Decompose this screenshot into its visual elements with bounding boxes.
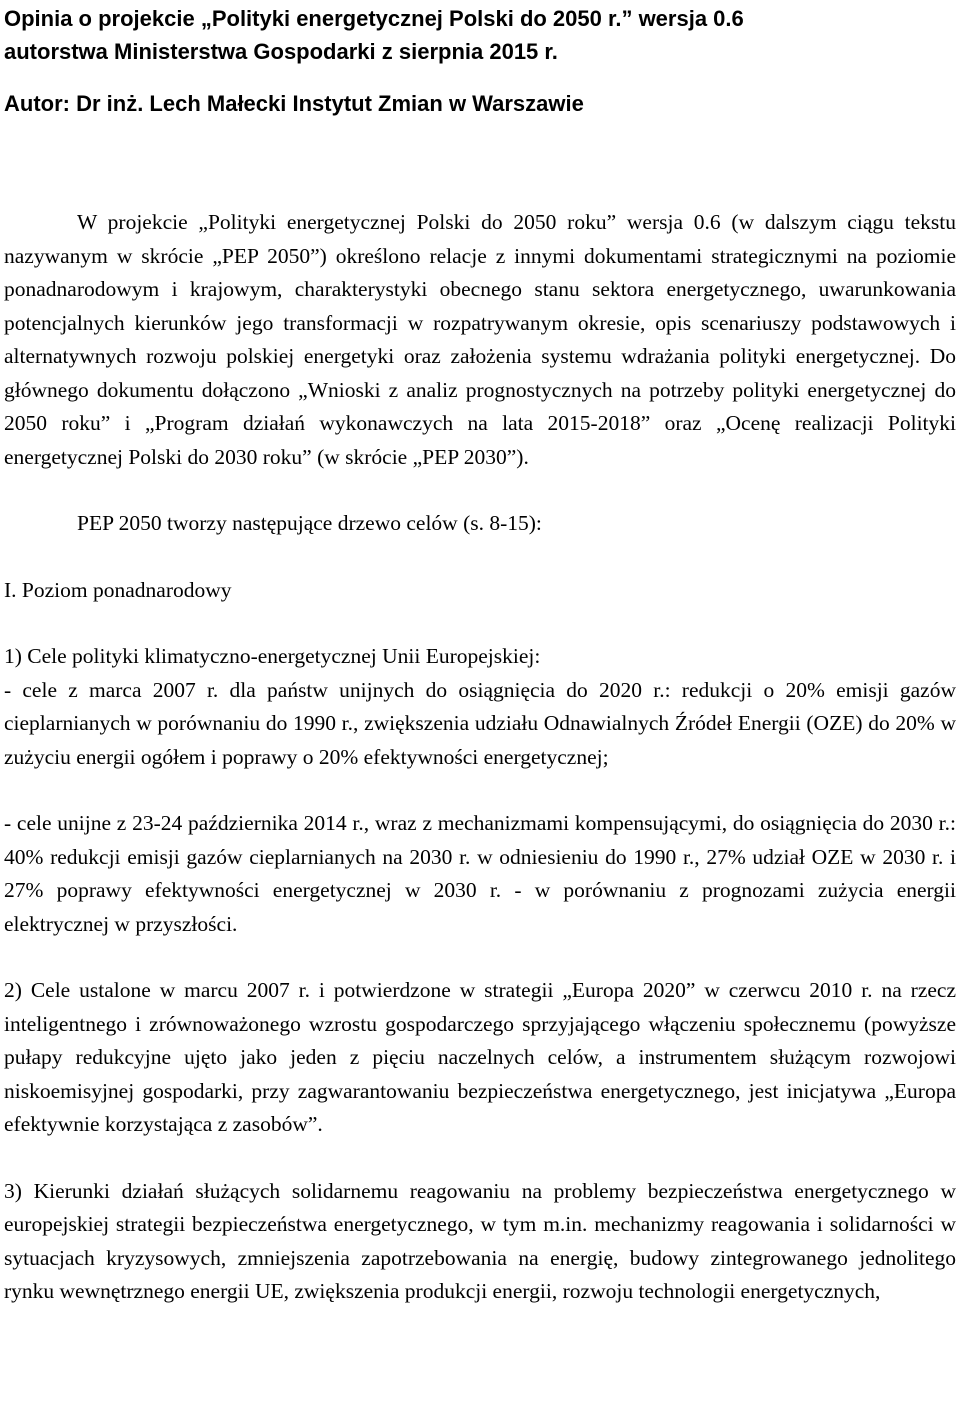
- item-1-heading: 1) Cele polityki klimatyczno-energetycznej Unii Europejskiej:: [4, 644, 541, 668]
- item-2-paragraph: 2) Cele ustalone w marcu 2007 r. i potwierdzone w strategii „Europa 2020” w czerwcu 2010 r. na rzecz inteligentnego i zrównoważonego wzrostu gospodarczego sprzyjającego włączeniu społecznemu (powyższe pułapy redukcyjne ujęto jako jeden z pięciu naczelnych celów, a instrumentem służącym rozwojowi niskoemisyjnej gospodarki, przy zagwarantowaniu bezpieczeństwa energetycznego, jest inicjatywa „Europa efektywnie korzystająca z zasobów”.: [4, 978, 956, 1136]
- item-1-paragraph-a: - cele z marca 2007 r. dla państw unijnych do osiągnięcia do 2020 r.: redukcji o 20% emisji gazów cieplarnianych w porównaniu do 1990 r., zwiększenia udziału Odnawialnych Źródeł Energii (OZE) do 20% w zużyciu energii ogółem i poprawy o 20% efektywności energetycznej;: [4, 677, 956, 769]
- item-1-paragraph-b: - cele unijne z 23-24 października 2014 r., wraz z mechanizmami kompensującymi, do osiągnięcia do 2030 r.: 40% redukcji emisji gazów cieplarnianych na 2030 r. w odniesieniu do 1990 r., 27% udział OZE w 2030 r. i 27% poprawy efektywności energetycznej w 2030 r. - w porównaniu z prognozami zużycia energii elektrycznej w przyszłości.: [4, 811, 956, 936]
- goal-tree-intro: PEP 2050 tworzy następujące drzewo celów (s. 8-15):: [77, 511, 542, 535]
- author-line: Autor: Dr inż. Lech Małecki Instytut Zmian w Warszawie: [4, 91, 584, 116]
- title-line-2: autorstwa Ministerstwa Gospodarki z sierpnia 2015 r.: [4, 39, 558, 64]
- item-3-paragraph: 3) Kierunki działań służących solidarnemu reagowaniu na problemy bezpieczeństwa energetycznego w europejskiej strategii bezpieczeństwa energetycznego, w tym m.in. mechanizmy reagowania i solidarności w sytuacjach kryzysowych, zmniejszenia zapotrzebowania na energię, budowy zintegrowanego jednolitego rynku wewnętrznego energii UE, zwiększenia produkcji energii, rozwoju technologii energetycznych,: [4, 1178, 956, 1303]
- title-line-1: Opinia o projekcie „Polityki energetycznej Polski do 2050 r.” wersja 0.6: [4, 6, 744, 31]
- document-title: [4, 2, 956, 68]
- document-page: [4, 0, 956, 1416]
- intro-paragraph: W projekcie „Polityki energetycznej Polski do 2050 roku” wersja 0.6 (w dalszym ciągu tekstu nazywanym w skrócie „PEP 2050”) określono relacje z innymi dokumentami strategicznymi na poziomie ponadnarodowym i krajowym, charakterystyki obecnego stanu sektora energetycznego, uwarunkowania potencjalnych kierunków jego transformacji w rozpatrywanym okresie, opis scenariuszy podstawowych i alternatywnych rozwoju polskiej energetyki oraz założenia systemu wdrażania polityki energetycznej. Do głównego dokumentu dołączono „Wnioski z analiz prognostycznych na potrzeby polityki energetycznej do 2050 roku” i „Program działań wykonawczych na lata 2015-2018” oraz „Ocenę realizacji Polityki energetycznej Polski do 2030 roku” (w skrócie „PEP 2030”).: [4, 210, 956, 469]
- level-heading: I. Poziom ponadnarodowy: [4, 577, 232, 602]
